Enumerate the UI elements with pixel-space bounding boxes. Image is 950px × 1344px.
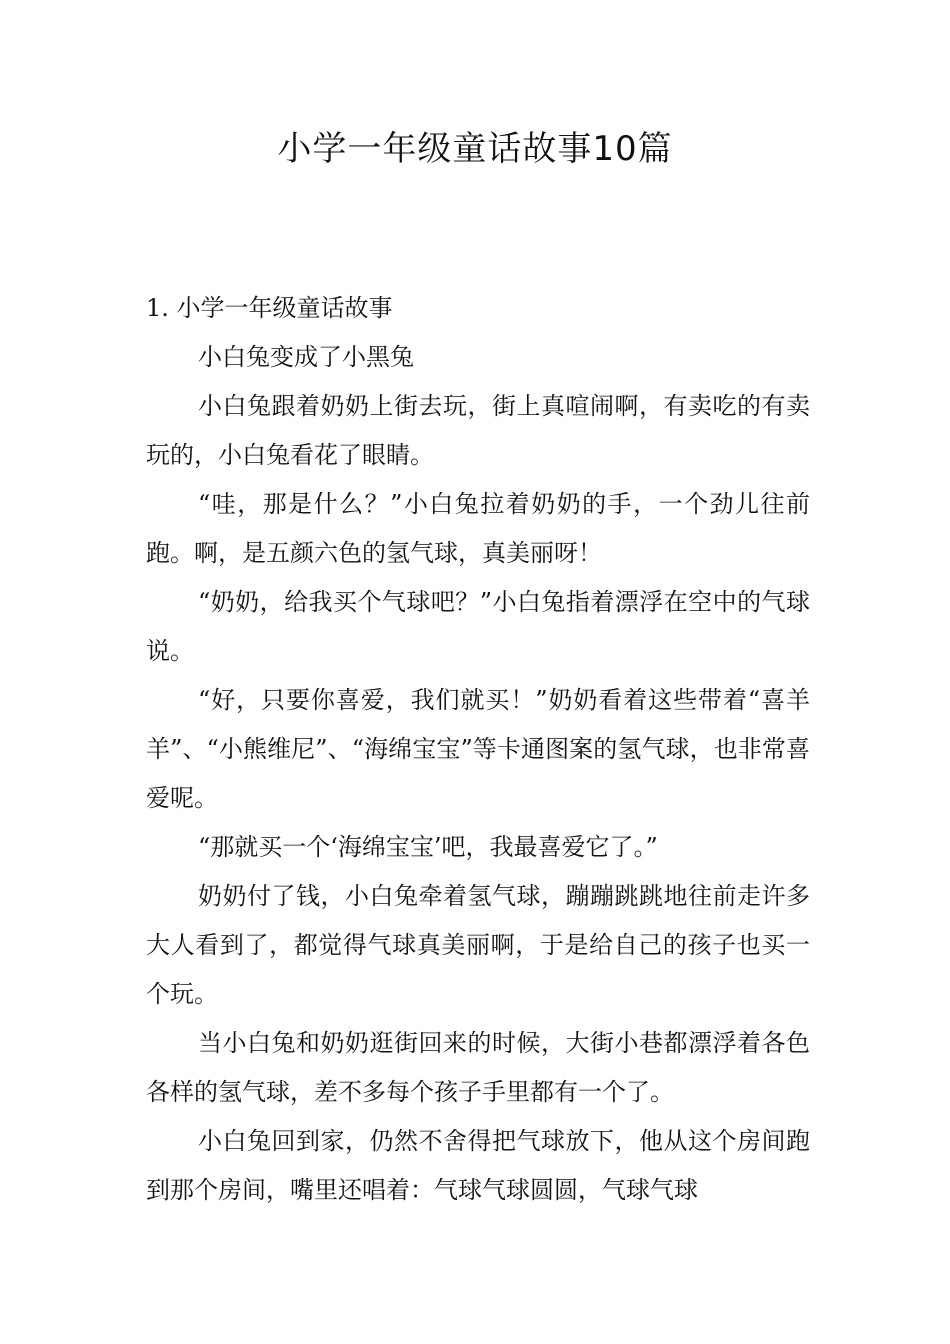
section-heading: 1. 小学一年级童话故事 [146,294,393,322]
paragraph: 小白兔回到家，仍然不舍得把气球放下，他从这个房间跑到那个房间，嘴里还唱着：气球气球圆圆，气球气球 [146,1127,810,1204]
paragraph: “哇，那是什么？”小白兔拉着奶奶的手，一个劲儿往前跑。啊，是五颜六色的氢气球，真美丽呀！ [146,490,810,567]
paragraph: “好，只要你喜爱，我们就买！”奶奶看着这些带着“喜羊羊”、“小熊维尼”、“海绵宝宝”等卡通图案的氢气球，也非常喜爱呢。 [146,686,810,812]
paragraph: “那就买一个‘海绵宝宝’吧，我最喜爱它了。” [198,833,658,861]
paragraph: 奶奶付了钱，小白兔牵着氢气球，蹦蹦跳跳地往前走许多大人看到了，都觉得气球真美丽啊，于是给自己的孩子也买一个玩。 [146,882,810,1008]
story-title: 小白兔变成了小黑兔 [198,343,414,371]
document-body [146,284,810,1215]
document-title: 小学一年级童话故事10篇 [277,129,673,169]
paragraph: 小白兔跟着奶奶上街去玩，街上真喧闹啊，有卖吃的有卖玩的，小白兔看花了眼睛。 [146,392,810,469]
paragraph: 当小白兔和奶奶逛街回来的时候，大街小巷都漂浮着各色各样的氢气球，差不多每个孩子手里都有一个了。 [146,1029,810,1106]
paragraph: “奶奶，给我买个气球吧？”小白兔指着漂浮在空中的气球说。 [146,588,810,665]
